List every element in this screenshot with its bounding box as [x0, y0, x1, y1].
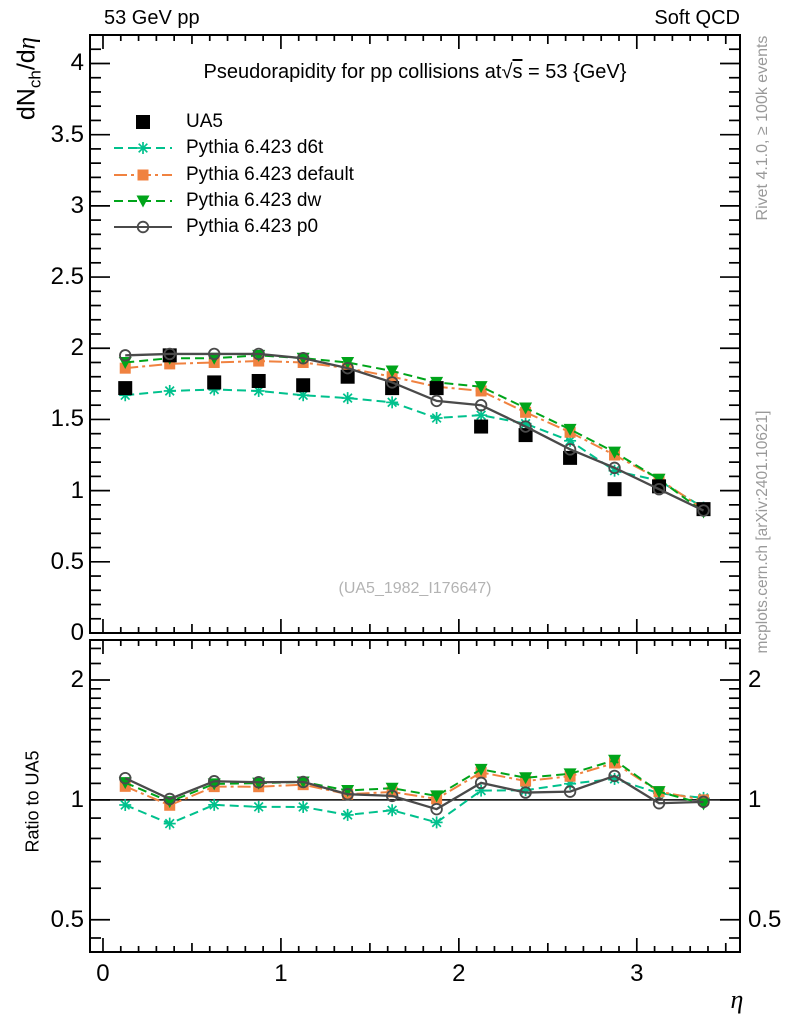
tick-label: 2: [70, 665, 84, 693]
tick-label: 0.5: [748, 905, 782, 933]
tick-label: 1.5: [50, 405, 84, 433]
legend: [112, 109, 354, 240]
tick-label: 1: [70, 476, 84, 504]
tick-label: 3: [630, 960, 644, 987]
legend-marker-orange-square-icon: [112, 163, 174, 187]
legend-label: Pythia 6.423 d6t: [186, 137, 324, 159]
sqrt-icon: √: [501, 61, 513, 83]
legend-marker-triangle-icon: [112, 189, 174, 213]
header-process-label: Soft QCD: [654, 7, 740, 29]
ylabel-subscript: ch: [25, 70, 45, 89]
tick-label: 0.5: [50, 905, 84, 933]
legend-item-pythia-d6t: [112, 135, 354, 161]
plot-title: [115, 61, 715, 84]
legend-item-ua5: [112, 109, 354, 135]
tick-label: 0: [96, 960, 110, 987]
tick-label: 2: [70, 334, 84, 362]
rivet-version-note: Rivet 4.1.0, ≥ 100k events: [754, 35, 771, 221]
x-axis-label: η: [730, 985, 744, 1014]
tick-label: 3: [70, 191, 84, 219]
legend-marker-asterisk-icon: [112, 136, 174, 160]
tick-label: 1: [70, 785, 84, 813]
tick-label: 3.5: [50, 120, 84, 148]
sqrt-argument: s: [512, 61, 523, 83]
legend-label: Pythia 6.423 p0: [186, 216, 319, 238]
title-prefix: Pseudorapidity for pp collisions at: [203, 61, 502, 83]
tick-label: 2: [452, 960, 466, 987]
main-y-tick-labels: [0, 0, 90, 640]
ratio-y-axis-label: Ratio to UA5: [22, 750, 43, 853]
tick-label: 0.5: [50, 547, 84, 575]
legend-item-pythia-p0: [112, 214, 354, 240]
legend-label: Pythia 6.423 default: [186, 163, 354, 185]
tick-label: 2.5: [50, 263, 84, 291]
tick-label: 4: [70, 49, 84, 77]
ylabel-mid: /d: [12, 49, 41, 71]
header-beam-label: 53 GeV pp: [104, 7, 200, 29]
legend-label: UA5: [186, 111, 223, 133]
ylabel-dn: dN: [12, 88, 41, 121]
legend-item-pythia-dw: [112, 188, 354, 214]
tick-label: 1: [748, 785, 762, 813]
tick-label: 0: [70, 619, 84, 640]
tick-label: 1: [274, 960, 288, 987]
legend-marker-filled-square-icon: [112, 110, 174, 134]
legend-label: Pythia 6.423 dw: [186, 190, 322, 212]
mcplots-reference-note: mcplots.cern.ch [arXiv:2401.10621]: [754, 410, 771, 654]
title-suffix: = 53 {GeV}: [522, 61, 627, 83]
legend-marker-open-circle-icon: [112, 215, 174, 239]
tick-label: 2: [748, 665, 762, 693]
ylabel-eta: η: [13, 36, 41, 50]
analysis-id-watermark: (UA5_1982_I176647): [338, 580, 492, 597]
legend-item-pythia-default: [112, 162, 354, 188]
